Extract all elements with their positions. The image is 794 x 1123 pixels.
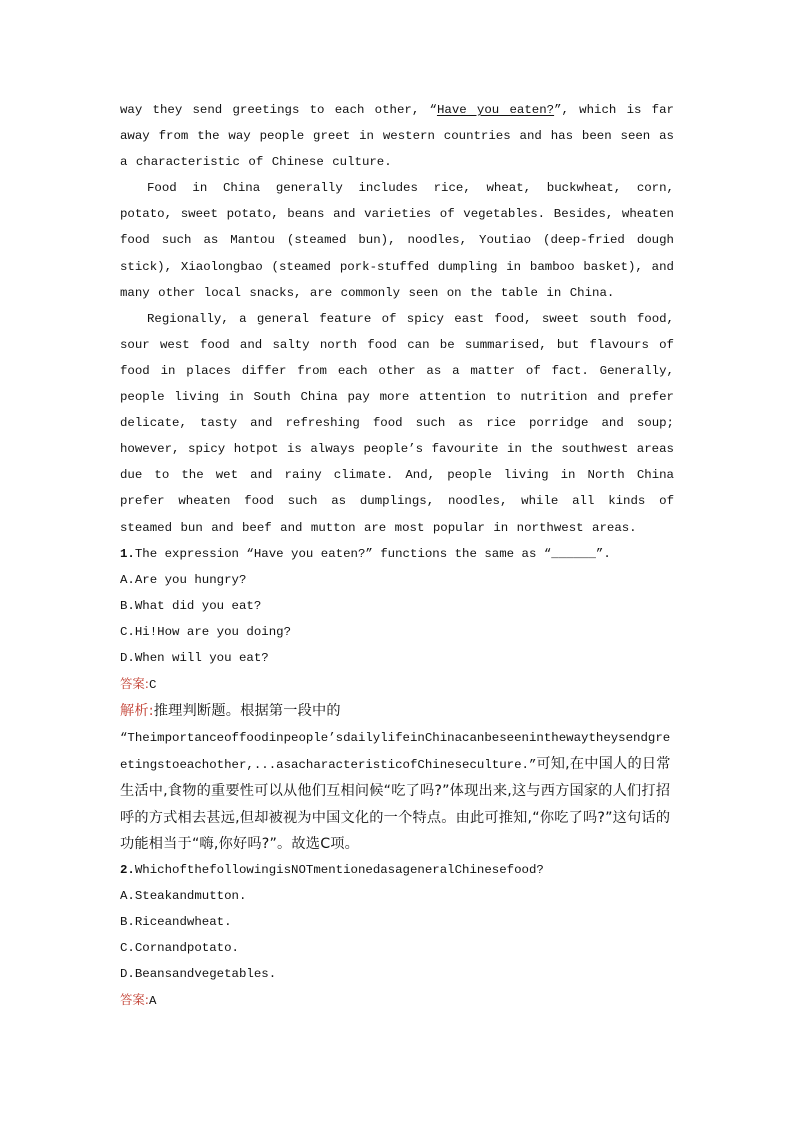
answer-label: 答案:	[120, 992, 149, 1008]
question-2-option-c: C.Cornandpotato.	[120, 941, 239, 955]
question-2-option-b: B.Riceandwheat.	[120, 914, 232, 929]
question-2	[120, 857, 674, 1015]
answer-value: A	[148, 994, 157, 1009]
question-1-explanation	[120, 698, 674, 857]
question-1-option-a: A.Are you hungry?	[120, 572, 247, 587]
answer-value: C	[148, 678, 157, 693]
question-2-number: 2.	[120, 862, 135, 877]
question-1-answer	[120, 671, 674, 698]
explanation-intro: 推理判断题。根据第一段中的	[153, 703, 341, 720]
paragraph-1-before: way they send greetings to each other, “	[120, 103, 437, 117]
question-2-option-d: D.Beansandvegetables.	[120, 967, 277, 982]
passage-paragraph-3: Regionally, a general feature of spicy east food, sweet south food, sour west food and salty north food can be summarised, but flavours of food in places differ from each other as a matter of fact. Generally, people living in South China pay more attention to nutrition and prefer delicate, tasty and refreshing food such as rice porridge and soup; however, spicy hotpot is always people’s favourite in the southwest areas due to the wet and rainy climate. And, people living in North China prefer wheaten food such as dumplings, noodles, while all kinds of steamed bun and beef and mutton are most popular in northwest areas.	[120, 311, 674, 535]
underlined-phrase: Have you eaten?	[436, 103, 555, 117]
answer-label: 答案:	[120, 676, 149, 692]
question-1-stem	[120, 541, 674, 567]
question-1-option-d: D.When will you eat?	[120, 650, 269, 665]
question-2-option-a: A.Steakandmutton.	[120, 888, 247, 903]
question-2-answer	[120, 987, 674, 1014]
page-content	[120, 97, 674, 1014]
explanation-label: 解析:	[120, 703, 154, 720]
paragraph-1-after: ”, which is far away from the way people greet in western countries and has been seen as a characteristic of Chinese culture.	[120, 103, 674, 170]
explanation-quote: “Theimportanceoffoodinpeople’sdailylifeinChinacanbeseenintheway​theysendgreetingstoeachother,...asacharacteristicofChineseculture.”	[120, 731, 671, 773]
question-2-text: WhichofthefollowingisNOTmentionedasageneralChinesefood?	[134, 862, 544, 877]
explanation-body: 可知,在中国人的日常生活中,食物的重要性可以从他们互相问候“吃了吗?”体现出来,这与西方国家的人们打招呼的方式相去甚远,但却被视为中国文化的一个特点。由此可推知,“你吃了吗?”这句话的功能相当于“嗨,你好吗?”。故选C项。	[120, 756, 671, 852]
question-1-option-b: B.What did you eat?	[120, 598, 262, 613]
question-1	[120, 541, 674, 857]
question-1-text: The expression “Have you eaten?” functions the same as “______”.	[134, 546, 611, 561]
question-2-stem	[120, 857, 674, 883]
passage-paragraph-1	[120, 97, 674, 175]
question-1-number: 1.	[120, 546, 135, 561]
question-1-option-c: C.Hi!How are you doing?	[120, 624, 292, 639]
passage-paragraph-2: Food in China generally includes rice, wheat, buckwheat, corn, potato, sweet potato, beans and varieties of vegetables. Besides, wheaten food such as Mantou (steamed bun), noodles, Youtiao (deep-fried dough stick), Xiaolongbao (steamed pork-stuffed dumpling in bamboo basket), and many other local snacks, are commonly seen on the table in China.	[120, 181, 674, 300]
